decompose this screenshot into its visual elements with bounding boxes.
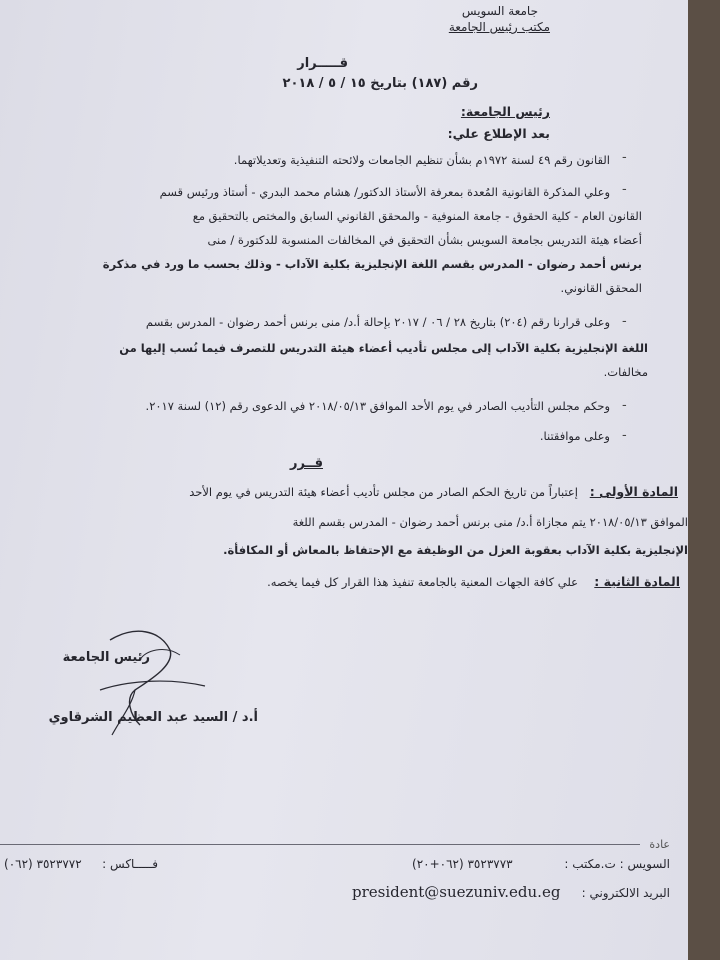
resolution-heading: قــرر (290, 456, 323, 471)
decision-heading: قـــــرار (297, 56, 348, 71)
footer-fax: ٣٥٢٣٧٧٢ (٠٦٢) (4, 857, 82, 871)
bullet-marker: - (622, 398, 627, 413)
signature-name: أ.د / السيد عبد العظيم الشرقاوي (48, 710, 258, 725)
consideration-line: وعلي المذكرة القانونية المُعدة بمعرفة الأستاذ الدكتور/ هشام محمد البدري - أستاذ ورئيس قسم (159, 185, 610, 199)
article-label: المادة الثانية : (594, 574, 680, 589)
consideration-line: برنس أحمد رضوان - المدرس بقسم اللغة الإنجليزية بكلية الآداب - وذلك بحسب ما ورد في مذكرة (102, 257, 642, 271)
article-label: المادة الأولى : (589, 484, 678, 499)
footer-email[interactable]: president@suezuniv.edu.eg (352, 883, 561, 901)
consideration-line: القانون العام - كلية الحقوق - جامعة المنوفية - والمحقق القانوني السابق والمختص بالتحقيق مع (192, 209, 642, 223)
bullet-marker: - (622, 182, 627, 197)
footer-email-label: البريد الالكتروني : (581, 886, 670, 900)
consideration-line: وحكم مجلس التأديب الصادر في يوم الأحد الموافق ٢٠١٨/٠٥/١٣ في الدعوى رقم (١٢) لسنة ٢٠١٧. (145, 399, 610, 413)
footer-fax-label: فـــــاكس : (102, 857, 158, 871)
article-line: الإنجليزية بكلية الآداب بعقوبة العزل من الوظيفة مع الإحتفاظ بالمعاش أو المكافأة. (223, 543, 688, 557)
footer-address-label: السويس : ت.مكتب : (564, 857, 670, 871)
addressee: رئيس الجامعة: (460, 104, 550, 119)
consideration-line: وعلى موافقتنا. (539, 429, 610, 443)
article-line: الموافق ٢٠١٨/٠٥/١٣ يتم مجازاة أ.د/ منى برنس أحمد رضوان - المدرس بقسم اللغة (292, 515, 688, 529)
university-name: جامعة السويس (461, 4, 538, 18)
signature-title: رئيس الجامعة (62, 650, 150, 665)
bullet-marker: - (622, 428, 627, 443)
consideration-line: اللغة الإنجليزية بكلية الآداب إلى مجلس تأديب أعضاء هيئة التدريس للتصرف فيما نُسب إليها من (119, 341, 648, 355)
office-name: مكتب رئيس الجامعة (448, 20, 550, 34)
footer-office-phone: (٠٦٢+٢٠) ٣٥٢٣٧٧٣ (412, 857, 513, 871)
bullet-marker: - (622, 150, 627, 165)
consideration-line: مخالفات. (603, 365, 648, 379)
consideration-line: القانون رقم ٤٩ لسنة ١٩٧٢م بشأن تنظيم الجامعات ولائحته التنفيذية وتعديلاتهما. (233, 153, 610, 167)
footer-divider (0, 844, 640, 845)
bullet-marker: - (622, 314, 627, 329)
after-review: بعد الإطلاع علي: (447, 126, 550, 141)
article-line: علي كافة الجهات المعنية بالجامعة تنفيذ هذا القرار كل فيما يخصه. (267, 575, 578, 589)
consideration-line: أعضاء هيئة التدريس بجامعة السويس بشأن التحقيق في المخالفات المنسوبة للدكتورة / منى (207, 233, 642, 247)
consideration-line: المحقق القانوني. (560, 281, 642, 295)
footer-corner-word: عادة (649, 838, 670, 851)
consideration-line: وعلى قرارنا رقم (٢٠٤) بتاريخ ٢٨ / ٠٦ / ٢٠١٧ بإحالة أ.د/ منى برنس أحمد رضوان - المدرس بقسم (145, 315, 610, 329)
decision-number-line: رقم (١٨٧) بتاريخ ١٥ / ٥ / ٢٠١٨ (282, 76, 478, 91)
article-line: إعتباراً من تاريخ الحكم الصادر من مجلس تأديب أعضاء هيئة التدريس في يوم الأحد (189, 485, 578, 499)
